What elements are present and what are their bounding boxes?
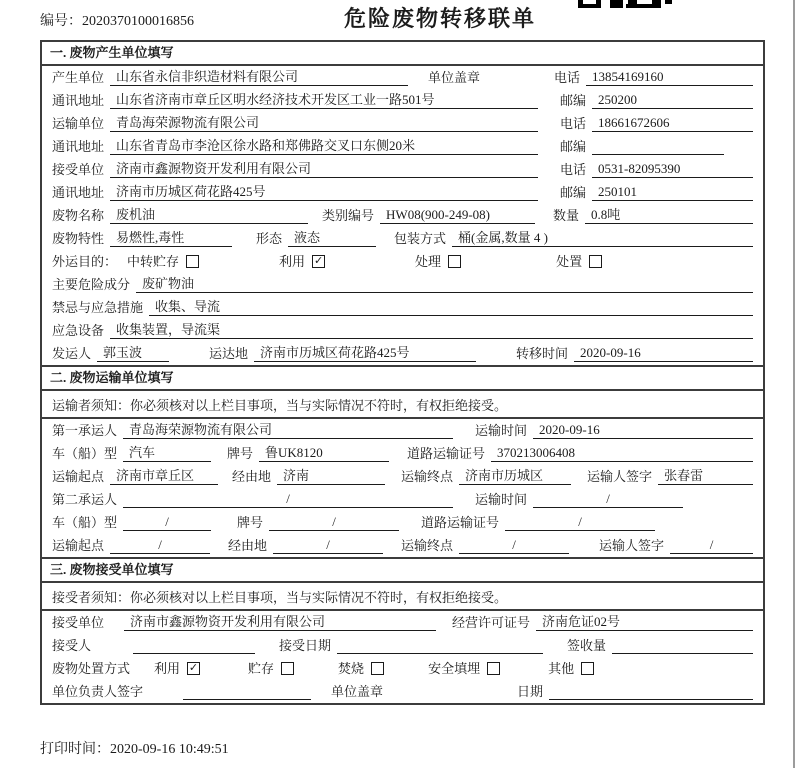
purpose-storage-checkbox-icon xyxy=(186,255,199,268)
via2-value: / xyxy=(273,537,383,554)
disposal-option-landfill-label: 安全填埋 xyxy=(428,661,481,676)
carrier1-value: 青岛海荣源物流有限公司 xyxy=(123,419,453,439)
purpose-option-use xyxy=(279,251,325,270)
zip3-value: 250101 xyxy=(592,184,753,201)
sign1-value: 张春雷 xyxy=(658,465,753,485)
row-hazard xyxy=(42,273,763,296)
disposal-option-incinerate xyxy=(338,658,384,677)
packing-value: 桶(金属,数量 4 ) xyxy=(452,227,753,247)
row-receiver-address xyxy=(42,181,763,204)
row-carrier2 xyxy=(42,488,763,511)
origin2-label: 运输起点 xyxy=(52,538,105,553)
form-value: 液态 xyxy=(288,227,376,247)
equipment-value: 收集装置，导流渠 xyxy=(110,319,753,339)
end1-label: 运输终点 xyxy=(401,469,454,484)
zip1-label: 邮编 xyxy=(560,93,587,108)
permit-label: 经营许可证号 xyxy=(452,615,531,630)
disposal-option-storage-label: 贮存 xyxy=(248,661,275,676)
character-label: 废物特性 xyxy=(52,231,105,246)
transporter-notice xyxy=(42,391,763,419)
row-waste-name xyxy=(42,204,763,227)
waste-name-value: 废机油 xyxy=(110,204,308,224)
row-transporter-address xyxy=(42,135,763,158)
disposal-other-checkbox-icon xyxy=(581,662,594,675)
disposal-option-other xyxy=(548,658,594,677)
addr3-value: 济南市历城区荷花路425号 xyxy=(110,181,538,201)
via1-label: 经由地 xyxy=(232,469,272,484)
row-route2 xyxy=(42,534,763,557)
row-receiver xyxy=(42,158,763,181)
time2-value: / xyxy=(533,491,683,508)
disposal-landfill-checkbox-icon xyxy=(487,662,500,675)
carrier2-label: 第二承运人 xyxy=(52,492,118,507)
license2-value: / xyxy=(505,514,655,531)
row-carrier1 xyxy=(42,419,763,442)
row-taboo xyxy=(42,296,763,319)
license2-label: 道路运输证号 xyxy=(421,515,500,530)
accept-unit-value: 济南市鑫源物资开发利用有限公司 xyxy=(124,611,436,631)
purpose-option-treat xyxy=(415,251,461,270)
taboo-label: 禁忌与应急措施 xyxy=(52,300,144,315)
character-value: 易燃性,毒性 xyxy=(110,227,232,247)
taboo-value: 收集、导流 xyxy=(149,296,753,316)
page-title: 危险废物转移联单 xyxy=(343,6,536,31)
disposal-option-use-label: 利用 xyxy=(154,661,181,676)
sign-amount-value xyxy=(612,653,753,654)
head-sign-value xyxy=(183,699,311,700)
vehicle2-label: 车（船）型 xyxy=(52,515,118,530)
receiver-label: 接受单位 xyxy=(52,162,105,177)
origin1-value: 济南市章丘区 xyxy=(110,465,218,485)
shipper-label: 发运人 xyxy=(52,346,92,361)
disposal-option-storage xyxy=(248,658,294,677)
license1-label: 道路运输证号 xyxy=(407,446,486,461)
producer-label: 产生单位 xyxy=(52,70,105,85)
row-producer xyxy=(42,66,763,89)
print-time-label: 打印时间： xyxy=(40,742,110,757)
purpose-option-dispose-label: 处置 xyxy=(556,254,583,269)
row-transporter xyxy=(42,112,763,135)
sign2-value: / xyxy=(670,537,753,554)
receiver-notice-text: 你必须核对以上栏目事项，当与实际情况不符时，有权拒绝接受。 xyxy=(130,589,508,605)
sign1-label: 运输人签字 xyxy=(587,469,653,484)
category-label: 类别编号 xyxy=(322,208,375,223)
sign-amount-label: 签收量 xyxy=(567,638,607,653)
print-time-value: 2020-09-16 10:49:51 xyxy=(110,742,229,757)
origin1-label: 运输起点 xyxy=(52,469,105,484)
page-edge-divider xyxy=(793,0,795,768)
date2-value xyxy=(549,699,753,700)
row-disposal xyxy=(42,657,763,680)
time1-value: 2020-09-16 xyxy=(533,422,753,439)
purpose-use-checkbox-icon xyxy=(312,255,325,268)
phone3-label: 电话 xyxy=(560,162,587,177)
row-route1 xyxy=(42,465,763,488)
qty-value: 0.8吨 xyxy=(585,204,753,224)
purpose-option-storage xyxy=(127,251,199,270)
purpose-treat-checkbox-icon xyxy=(448,255,461,268)
zip2-label: 邮编 xyxy=(560,139,587,154)
permit-value: 济南危证02号 xyxy=(536,611,753,631)
receiver-value: 济南市鑫源物资开发利用有限公司 xyxy=(110,158,538,178)
qty-label: 数量 xyxy=(553,208,580,223)
accept-person-label: 接受人 xyxy=(52,638,92,653)
disposal-label: 废物处置方式 xyxy=(52,661,131,676)
disposal-option-incinerate-label: 焚烧 xyxy=(338,661,365,676)
equipment-label: 应急设备 xyxy=(52,323,105,338)
via1-value: 济南 xyxy=(277,465,385,485)
time2-label: 运输时间 xyxy=(475,492,528,507)
purpose-option-storage-label: 中转贮存 xyxy=(127,254,180,269)
end1-value: 济南市历城区 xyxy=(459,465,571,485)
section2-header: 二. 废物运输单位填写 xyxy=(42,365,763,391)
accept-person-value xyxy=(133,653,255,654)
disposal-option-use xyxy=(154,658,200,677)
serial-number: 2020370100016856 xyxy=(82,14,194,29)
row-accept-unit xyxy=(42,611,763,634)
row-equipment xyxy=(42,319,763,342)
accept-date-value xyxy=(337,653,543,654)
plate1-value: 鲁UK8120 xyxy=(259,442,389,462)
serial-label: 编号： xyxy=(40,14,82,29)
phone1-label: 电话 xyxy=(554,70,581,85)
carrier2-value: / xyxy=(123,491,453,508)
document-header xyxy=(0,0,796,40)
print-time-line xyxy=(40,738,229,758)
zip3-label: 邮编 xyxy=(560,185,587,200)
producer-value: 山东省永信非织造材料有限公司 xyxy=(110,66,408,86)
row-head-signature xyxy=(42,680,763,703)
unit-seal-label: 单位盖章 xyxy=(428,70,481,85)
accept-date-label: 接受日期 xyxy=(279,638,332,653)
transporter-value: 青岛海荣源物流有限公司 xyxy=(110,112,538,132)
addr2-label: 通讯地址 xyxy=(52,139,105,154)
zip1-value: 250200 xyxy=(592,92,753,109)
disposal-storage-checkbox-icon xyxy=(281,662,294,675)
section1-header: 一. 废物产生单位填写 xyxy=(42,42,763,66)
plate2-label: 牌号 xyxy=(237,515,264,530)
end2-value: / xyxy=(459,537,569,554)
hazard-value: 废矿物油 xyxy=(136,273,753,293)
unit-seal2-label: 单位盖章 xyxy=(331,684,384,699)
packing-label: 包装方式 xyxy=(394,231,447,246)
addr1-value: 山东省济南市章丘区明水经济技术开发区工业一路501号 xyxy=(110,89,538,109)
time1-label: 运输时间 xyxy=(475,423,528,438)
row-producer-address xyxy=(42,89,763,112)
row-purpose xyxy=(42,250,763,273)
phone2-label: 电话 xyxy=(560,116,587,131)
purpose-option-use-label: 利用 xyxy=(279,254,306,269)
shipper-value: 郭玉波 xyxy=(97,342,169,362)
head-sign-label: 单位负责人签字 xyxy=(52,684,144,699)
end2-label: 运输终点 xyxy=(401,538,454,553)
row-waste-character xyxy=(42,227,763,250)
dest-label: 运达地 xyxy=(209,346,249,361)
origin2-value: / xyxy=(110,537,210,554)
accept-unit-label: 接受单位 xyxy=(52,615,105,630)
date2-label: 日期 xyxy=(517,684,544,699)
row-vehicle1 xyxy=(42,442,763,465)
purpose-option-treat-label: 处理 xyxy=(415,254,442,269)
addr2-value: 山东省青岛市李沧区徐水路和郑佛路交叉口东侧20米 xyxy=(110,135,538,155)
purpose-dispose-checkbox-icon xyxy=(589,255,602,268)
receiver-notice xyxy=(42,583,763,611)
row-vehicle2 xyxy=(42,511,763,534)
transfer-time-value: 2020-09-16 xyxy=(574,345,753,362)
vehicle1-label: 车（船）型 xyxy=(52,446,118,461)
phone3-value: 0531-82095390 xyxy=(592,161,753,178)
form-label: 形态 xyxy=(256,231,283,246)
disposal-option-landfill xyxy=(428,658,500,677)
transfer-time-label: 转移时间 xyxy=(516,346,569,361)
row-shipper xyxy=(42,342,763,365)
phone1-value: 13854169160 xyxy=(586,69,753,86)
dest-value: 济南市历城区荷花路425号 xyxy=(254,342,476,362)
transporter-notice-label: 运输者须知： xyxy=(52,397,131,413)
disposal-option-other-label: 其他 xyxy=(548,661,575,676)
purpose-label: 外运目的： xyxy=(52,254,118,269)
addr1-label: 通讯地址 xyxy=(52,93,105,108)
license1-value: 370213006408 xyxy=(491,445,753,462)
category-value: HW08(900-249-08) xyxy=(380,207,535,224)
vehicle2-value: / xyxy=(123,514,211,531)
qr-code-fragment-icon xyxy=(578,0,673,10)
row-accept-person xyxy=(42,634,763,657)
via2-label: 经由地 xyxy=(228,538,268,553)
disposal-use-checkbox-icon xyxy=(187,662,200,675)
section3-header: 三. 废物接受单位填写 xyxy=(42,557,763,583)
zip2-value xyxy=(592,154,724,155)
purpose-option-dispose xyxy=(556,251,602,270)
plate2-value: / xyxy=(269,514,399,531)
vehicle1-value: 汽车 xyxy=(123,442,211,462)
phone2-value: 18661672606 xyxy=(592,115,753,132)
sign2-label: 运输人签字 xyxy=(599,538,665,553)
receiver-notice-label: 接受者须知： xyxy=(52,589,131,605)
disposal-incinerate-checkbox-icon xyxy=(371,662,384,675)
plate1-label: 牌号 xyxy=(227,446,254,461)
transporter-notice-text: 你必须核对以上栏目事项，当与实际情况不符时，有权拒绝接受。 xyxy=(130,397,508,413)
carrier1-label: 第一承运人 xyxy=(52,423,118,438)
transfer-form xyxy=(40,40,765,705)
waste-name-label: 废物名称 xyxy=(52,208,105,223)
hazard-label: 主要危险成分 xyxy=(52,277,131,292)
transporter-label: 运输单位 xyxy=(52,116,105,131)
addr3-label: 通讯地址 xyxy=(52,185,105,200)
